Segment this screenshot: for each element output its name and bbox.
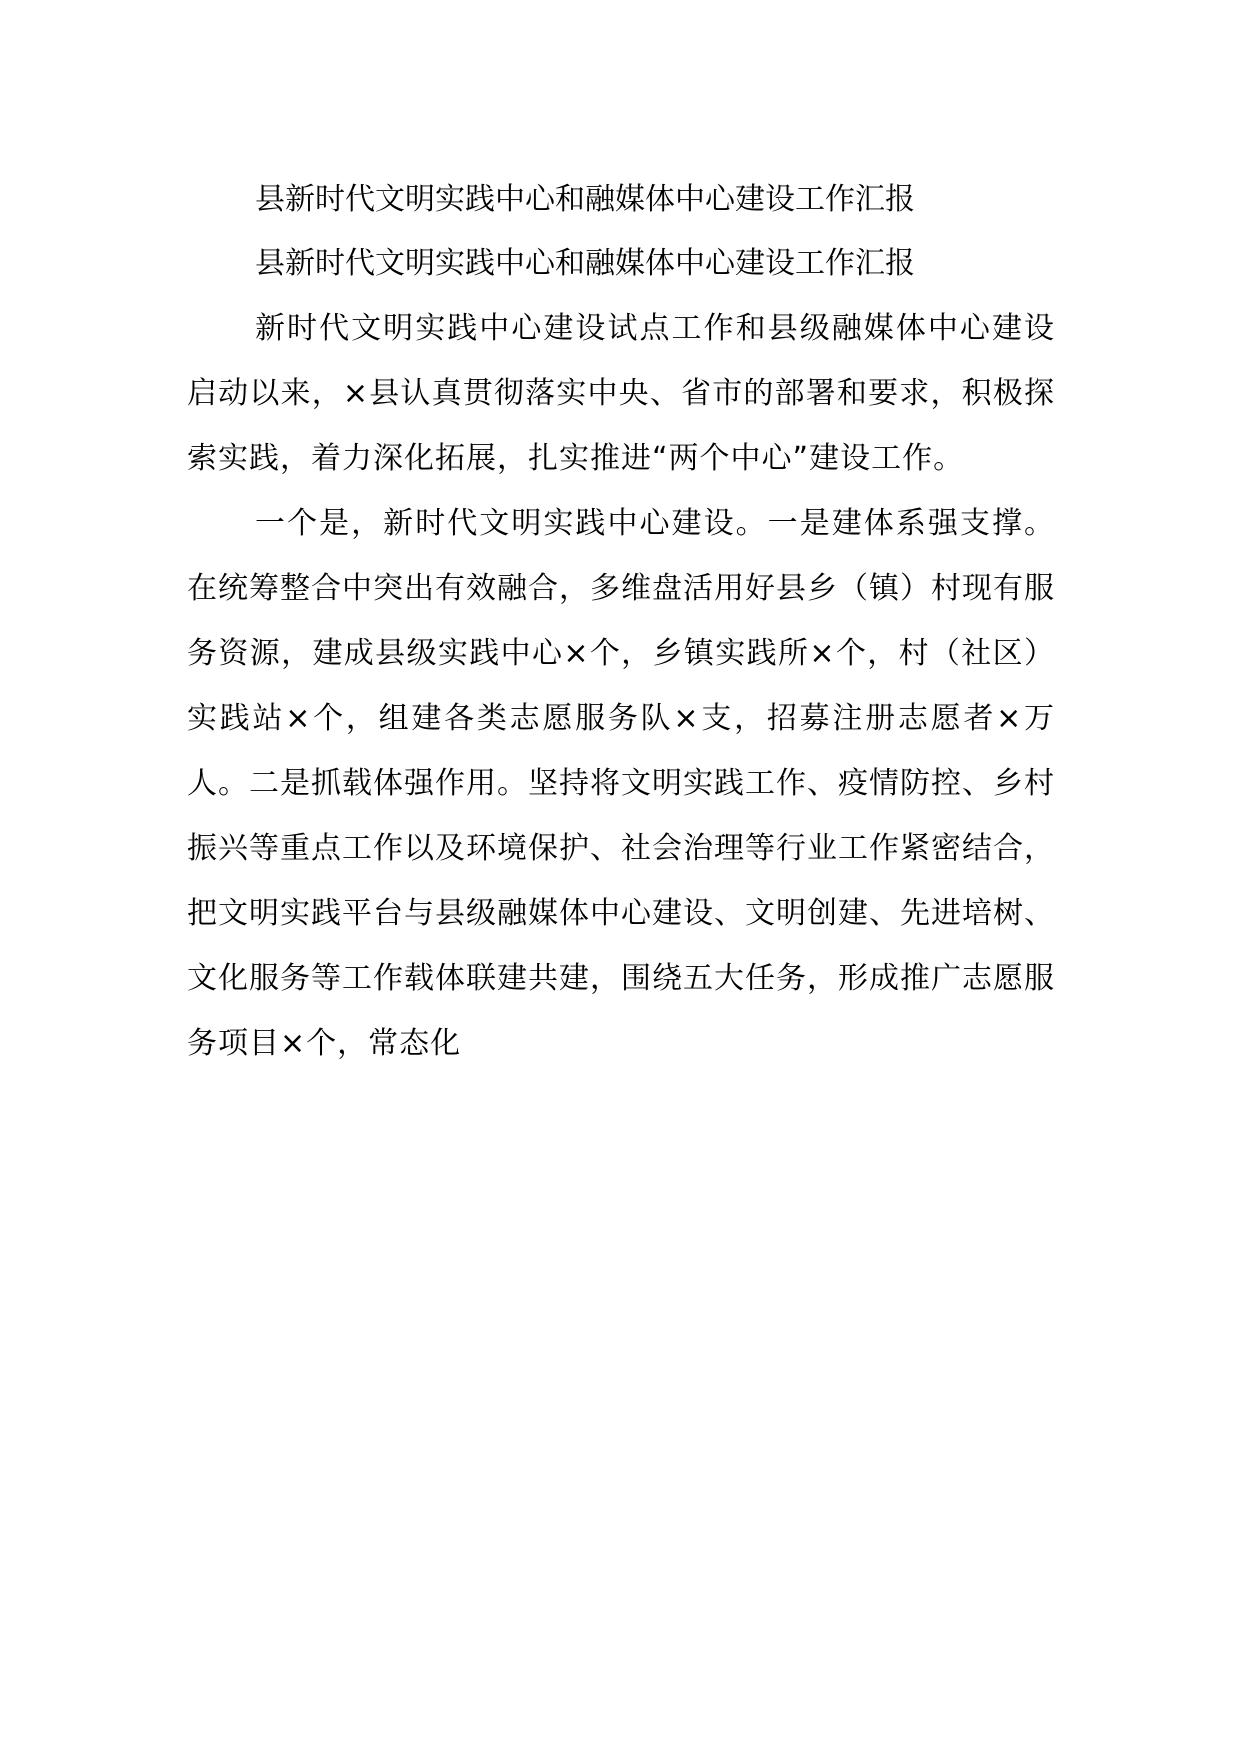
document-body (187, 168, 1055, 1076)
paragraph-civilization-center: 一个是，新时代文明实践中心建设。一是建体系强支撑。在统筹整合中突出有效融合，多维盘活用好县乡（镇）村现有服务资源，建成县级实践中心×个，乡镇实践所×个，村（社区）实践站×个，组建各类志愿服务队×支，招募注册志愿者×万人。二是抓载体强作用。坚持将文明实践工作、疫情防控、乡村振兴等重点工作以及环境保护、社会治理等行业工作紧密结合，把文明实践平台与县级融媒体中心建设、文明创建、先进培树、文化服务等工作载体联建共建，围绕五大任务，形成推广志愿服务项目×个，常态化 (187, 506, 1055, 1061)
document-title-line-1: 县新时代文明实践中心和融媒体中心建设工作汇报 (255, 182, 915, 217)
paragraph-intro: 新时代文明实践中心建设试点工作和县级融媒体中心建设启动以来，×县认真贯彻落实中央、省市的部署和要求，积极探索实践，着力深化拓展，扎实推进“两个中心”建设工作。 (187, 311, 1055, 476)
document-title-line-2: 县新时代文明实践中心和融媒体中心建设工作汇报 (255, 246, 915, 281)
